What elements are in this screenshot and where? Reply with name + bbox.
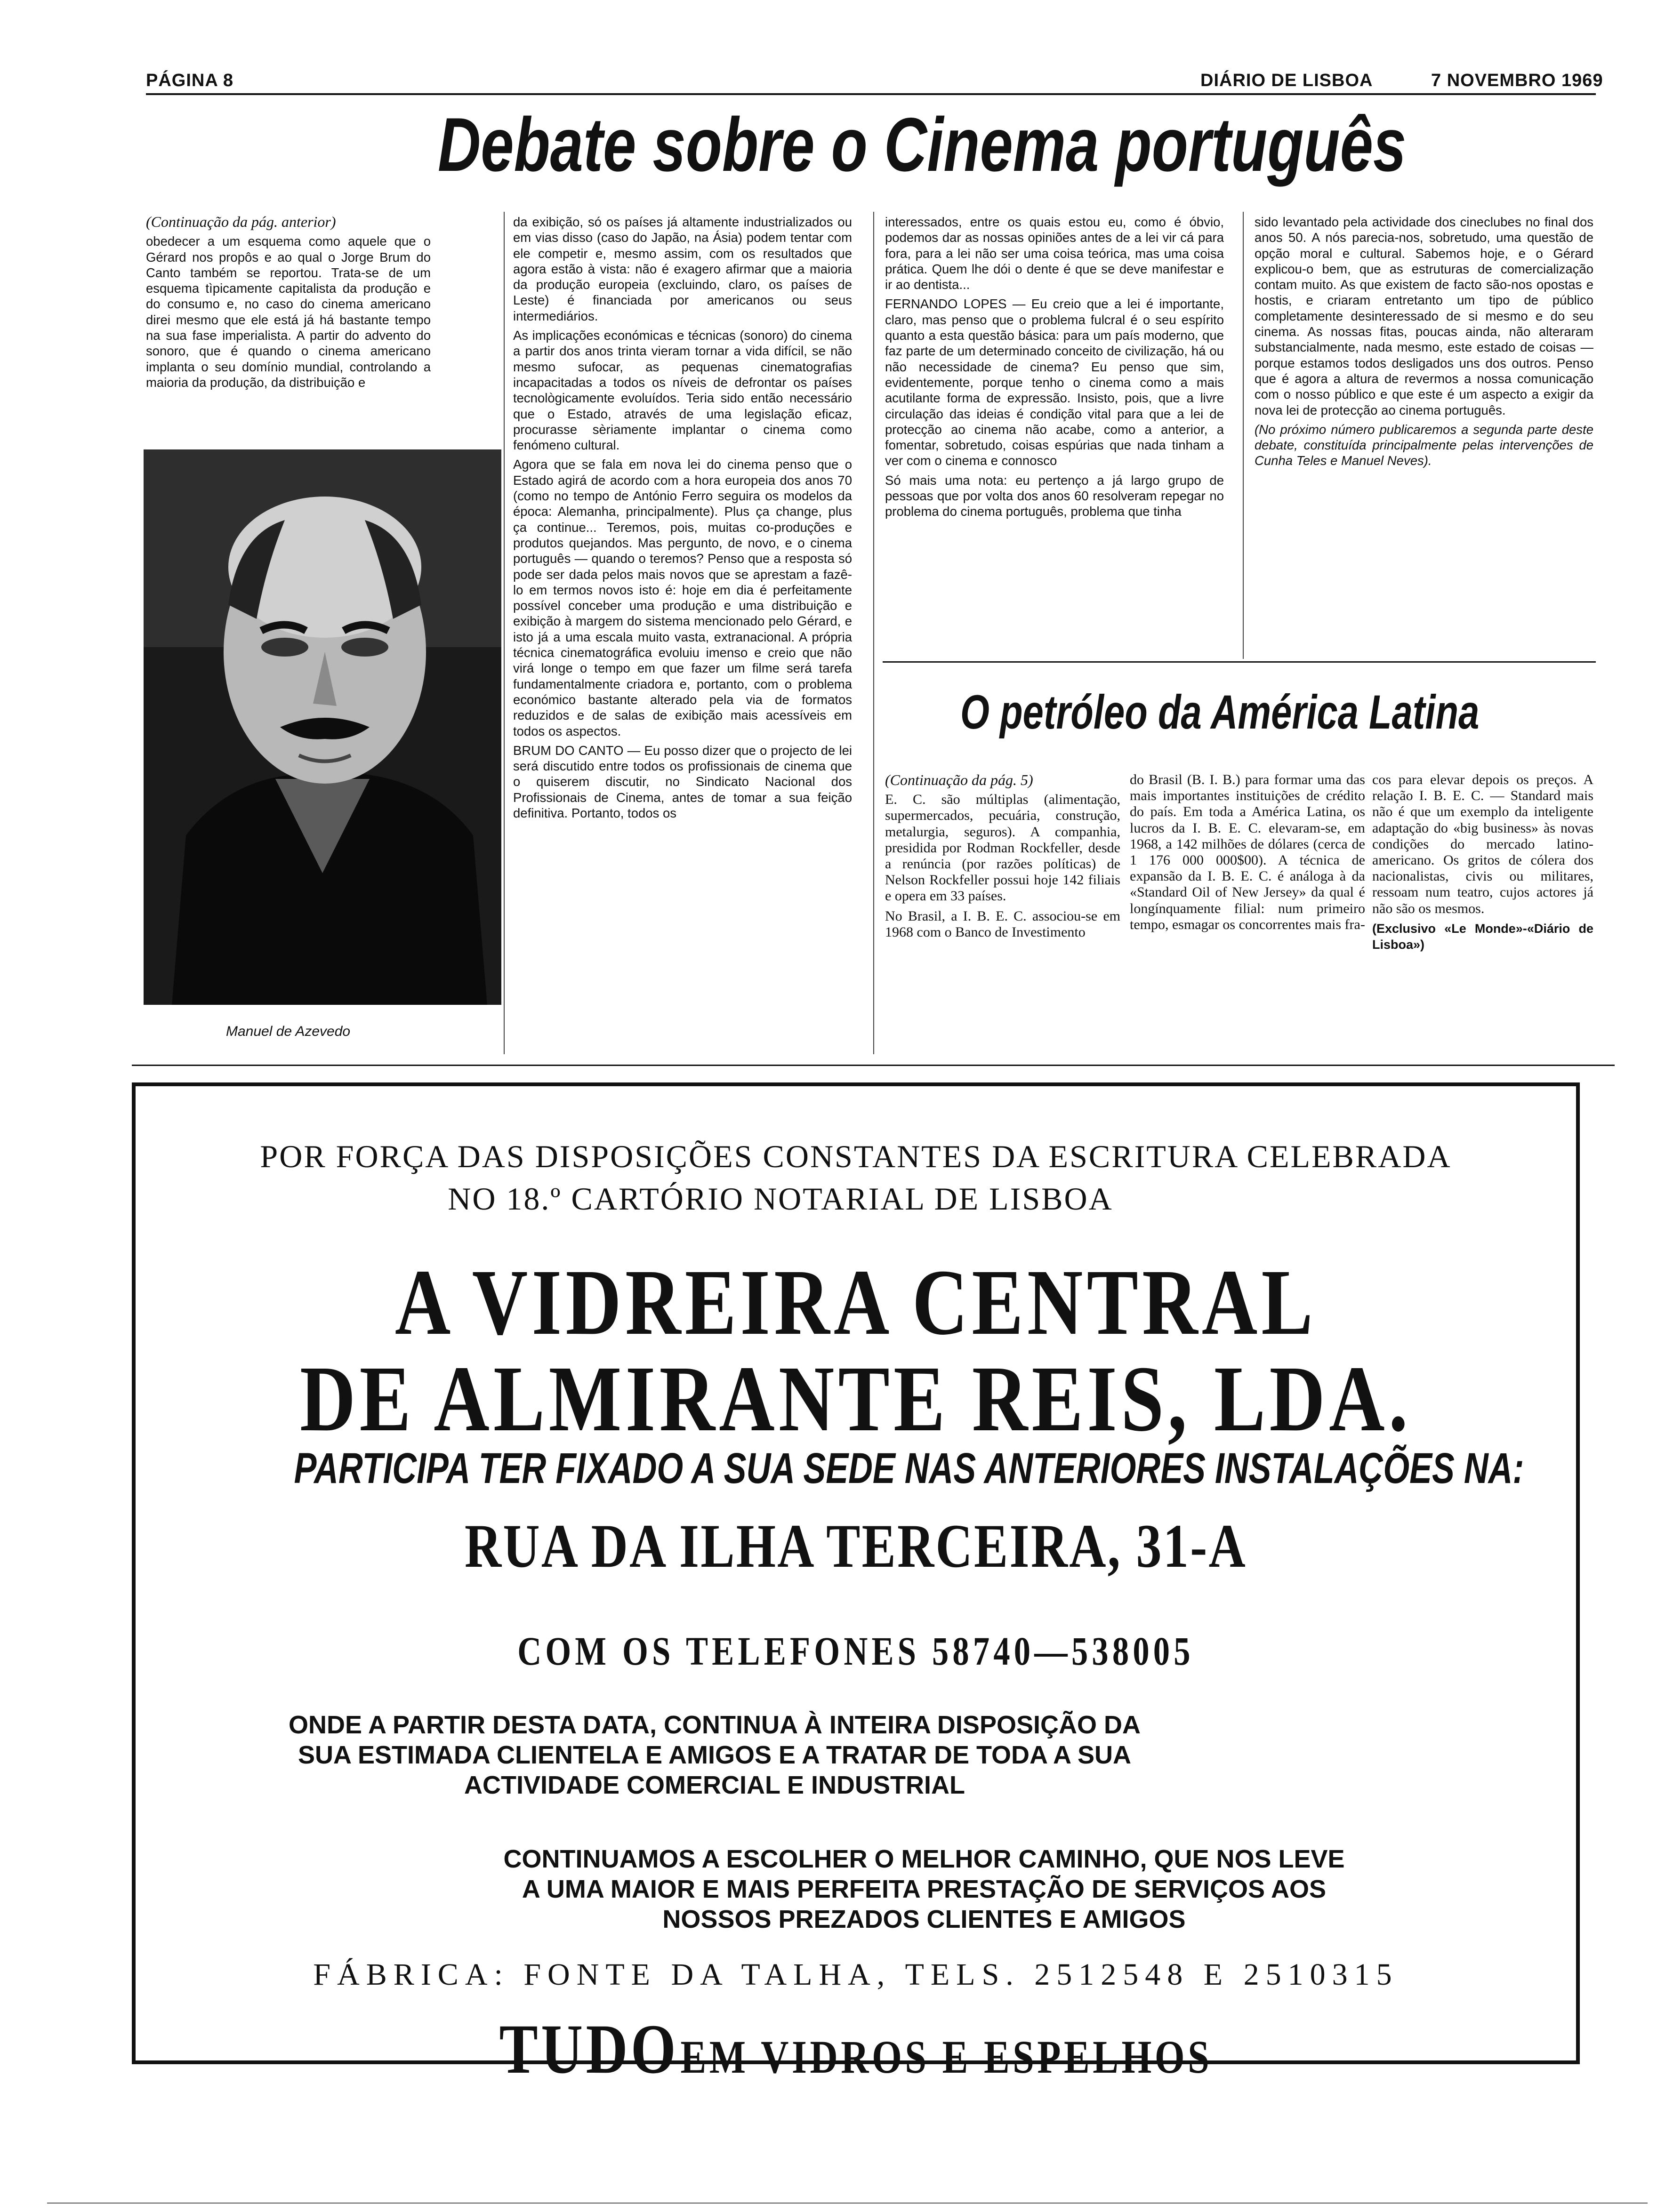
ad-legal-line: POR FORÇA DAS DISPOSIÇÕES CONSTANTES DA ESCRITURA CELEBRADA [260,1138,1452,1174]
article-paragraph: No Brasil, a I. B. E. C. associou-se em 1968 com o Banco de Investimento [885,908,1120,940]
editor-note: (No próximo número publicaremos a segunda parte deste debate, constituída principalmente pelas intervenções de Cunha Teles e Manuel Neves). [1255,422,1593,468]
header-rule [146,93,1596,95]
continuation-note: (Continuação da pág. 5) [885,772,1033,788]
ad-factory-line: FÁBRICA: FONTE DA TALHA, TELS. 2512548 E 2510315 [313,1957,1399,1992]
ad-company-name: DE ALMIRANTE REIS, LDA. [299,1347,1412,1451]
article-credit: (Exclusivo «Le Monde»-«Diário de Lisboa») [1372,921,1593,952]
article-headline: Debate sobre o Cinema português [438,102,1407,187]
ad-notice-block [0,1710,1435,1800]
page-number: PÁGINA 8 [146,71,234,90]
ad-announcement: PARTICIPA TER FIXADO A SUA SEDE NAS ANTERIORES INSTALAÇÕES NA: [294,1444,1524,1492]
oil-article-headline: O petróleo da América Latina [960,685,1480,739]
article-paragraph: E. C. são múltiplas (alimentação, supermercados, pecuária, construção, metalurgia, seguros). A companhia, presidida por Rodman Rockfeller, desde a renúncia (por razões políticas) de Nelson Rockfeller possui hoje 142 filiais e opera em 33 países. [885,792,1120,904]
oil-column-2 [1130,772,1365,1054]
ad-notice-line: ACTIVIDADE COMERCIAL E INDUSTRIAL [464,1771,965,1799]
vidreira-advertisement [132,1082,1580,2088]
article-column-3 [885,214,1224,657]
article-paragraph: Agora que se fala em nova lei do cinema penso que o Estado agirá de acordo com a hora europeia dos anos 70 (como no tempo de António Ferro seguira os modelos da época: Alemanha, principalmente). Plus ça change, plus ça continue... Teremos, pois, muitas co-produções e produtos quejandos. Mas pergunto, de novo, e o cinema português — quando o teremos? Penso que a resposta só pode ser dada pelos mais novos que se aprestam a fazê-lo em termos novos isto é: hoje em dia é perfeitamente possível conceber uma produção e uma distribuição e exibição à margem do sistema mencionado pelo Gérard, e isto já a uma escala muito vasta, extranacional. A própria técnica cinematográfica evoluiu imenso e creio que não virá longe o tempo em que fazer um filme será tarefa fundamentalmente criadora e, portanto, com o problema económico bastante alterado pela via de formatos reduzidos e de salas de exibição mais acessíveis em todos os aspectos. [513,457,852,738]
issue-date: 7 NOVEMBRO 1969 [1431,71,1603,90]
ad-slogan-emphasis: TUDO [499,2010,679,2088]
ad-service-line: NOSSOS PREZADOS CLIENTES E AMIGOS [662,1905,1186,1933]
ad-slogan-rest: EM VIDROS E ESPELHOS [680,2031,1213,2083]
article-column-2 [513,214,852,1052]
article-paragraph: cos para elevar depois os preços. A relação I. B. E. C. — Standard mais não é que um exemplo da inteligente adaptação do «big business» às novas condições do mercado latino-americano. Os gritos de cólera dos nacionalistas, civis ou militares, ressoam num teatro, cujos actores já não são os mesmos. [1372,772,1593,916]
section-rule [883,661,1596,663]
ad-phones: COM OS TELEFONES 58740—538005 [517,1628,1194,1674]
article-paragraph: obedecer a um esquema como aquele que o Gérard nos propôs e ao qual o Jorge Brum do Canto também se reportou. Trata-se de um esquema tìpicamente capitalista da produção e do consumo e, no caso do cinema americano direi mesmo que ele está já há bastante tempo na sua fase imperialista. A partir do advento do sonoro, que é quando o cinema americano implanta o seu domínio mundial, controlando a maioria da produção, da distribuição e [146,234,431,390]
article-paragraph: da exibição, só os países já altamente industrializados ou em vias disso (caso do Japão, na Ásia) podem tentar com ele competir e, mesmo assim, com os resultados que agora estão à vista: não é exagero afirmar que a maioria da produção europeia (excluindo, claro, os países de Leste) é financiada por americanos ou seus intermediários. [513,215,852,323]
continuation-note: (Continuação da pág. anterior) [146,214,336,230]
article-paragraph: do Brasil (B. I. B.) para formar uma das mais importantes instituições de crédito do país. Em toda a América Latina, os lucros da I. B. E. C. elevaram-se, em 1968, a 142 milhões de dólares (cerca de 1 176 000 000$00). A técnica de expansão da I. B. E. C. é análoga à da «Standard Oil of New Jersey» da qual é longínquamente filial: num primeiro tempo, esmagar os concorrentes mais fra- [1130,772,1365,932]
photo-caption: Manuel de Azevedo [226,1024,351,1039]
column-divider [1243,212,1244,659]
ad-legal-line: NO 18.º CARTÓRIO NOTARIAL DE LISBOA [448,1181,1113,1217]
ad-notice-line: ONDE A PARTIR DESTA DATA, CONTINUA À INTEIRA DISPOSIÇÃO DA [288,1711,1141,1739]
section-rule [132,1065,1615,1066]
ad-company-name: A VIDREIRA CENTRAL [394,1250,1317,1354]
article-paragraph: FERNANDO LOPES — Eu creio que a lei é importante, claro, mas penso que o problema fulcral é o seu espírito quanto a esta questão básica: para um país moderno, que faz parte de um determinado conceito de civilização, há ou não necessidade de cinema? Eu penso que sim, evidentemente, porque tenho o cinema como a mais acutilante forma de expressão. Insisto, pois, que a livre circulação das ideias é condição vital para que a lei de protecção ao cinema não acabe, como a anterior, a fomentar, sobretudo, coisas espúrias que nada tinham a ver com o cinema e connosco [885,297,1224,468]
ad-notice-line: SUA ESTIMADA CLIENTELA E AMIGOS E A TRATAR DE TODA A SUA [298,1741,1131,1769]
ad-address: RUA DA ILHA TERCEIRA, 31-A [464,1511,1247,1580]
page-bottom-rule [47,2203,1648,2204]
newspaper-name: DIÁRIO DE LISBOA [1200,71,1373,90]
portrait-illustration [144,449,501,1005]
ad-service-block [277,1844,1571,1934]
article-paragraph: BRUM DO CANTO — Eu posso dizer que o projecto de lei será discutido entre todos os profissionais de cinema que o quiserem discutir, no Sindicato Nacional dos Profissionais de Cinema, antes de tomar a sua feição definitiva. Portanto, todos os [513,743,852,820]
article-column-1 [146,214,431,426]
ad-service-line: CONTINUAMOS A ESCOLHER O MELHOR CAMINHO, QUE NOS LEVE [503,1845,1345,1873]
article-paragraph: Só mais uma nota: eu pertenço a já largo grupo de pessoas que por volta dos anos 60 resolveram repegar no problema do cinema português, problema que tinha [885,473,1224,519]
article-paragraph: sido levantado pela actividade dos cineclubes no final dos anos 50. A nós parecia-nos, sobretudo, uma questão de opção moral e cultural. Sabemos hoje, e o Gérard explicou-o bem, que as estruturas de comercialização contam muito. As que existem de facto são-nos opostas e hostis, e criaram entretanto um tipo de público completamente desinteressado de si mesmo e do seu cinema. As nossas fitas, poucas ainda, não alteraram substancialmente, nada mesmo, este estado de coisas — porque estamos todos desligados uns dos outros. Penso que é agora a altura de revermos a nossa comunicação com o nosso público e que este é um aspecto a exigir da nova lei de protecção ao cinema português. [1255,215,1593,417]
oil-column-3 [1372,772,1593,1054]
column-divider [873,212,874,1054]
article-paragraph: As implicações económicas e técnicas (sonoro) do cinema a partir dos anos trinta vieram tornar a vida difícil, se não mesmo sufocar, as pequenas cinematografias incapacitadas a todos os níveis de defrontar os países tecnològicamente evoluídos. Teria sido então necessário que o Estado, através de uma legislação eficaz, procurasse sèriamente implantar o cinema como fenómeno cultural. [513,328,852,453]
article-column-4 [1255,214,1593,659]
ad-service-line: A UMA MAIOR E MAIS PERFEITA PRESTAÇÃO DE SERVIÇOS AOS [522,1875,1327,1903]
portrait-photo [144,449,501,1005]
oil-column-1 [885,772,1120,1054]
ad-slogan [265,2009,1446,2090]
column-divider [504,212,505,1054]
article-paragraph: interessados, entre os quais estou eu, como é óbvio, podemos dar as nossas opiniões antes de a lei vir cá para fora, para a lei não ser uma coisa teórica, mas uma coisa prática. Quem lhe dói o dente é que se deve manifestar e ir ao dentista... [885,215,1224,292]
